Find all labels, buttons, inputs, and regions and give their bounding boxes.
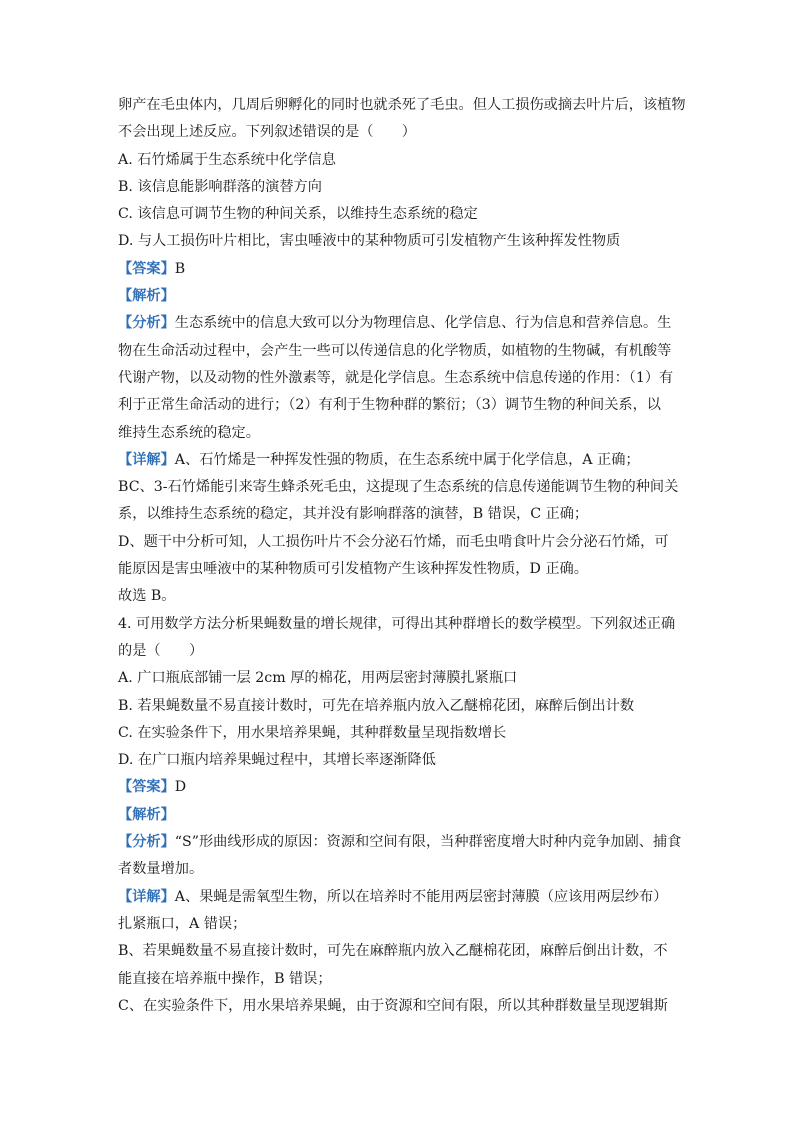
line-text: B. 若果蝇数量不易直接计数时，可先在培养瓶内放入乙醚棉花团，麻醉后倒出计数 xyxy=(118,697,635,714)
text-line xyxy=(118,501,680,528)
section-tag: 【分析】 xyxy=(118,315,175,332)
section-tag: 【详解】 xyxy=(118,451,175,468)
line-text: A、石竹烯是一种挥发性强的物质，在生态系统中属于化学信息，A 正确； xyxy=(174,451,640,468)
section-tag: 【分析】 xyxy=(118,834,175,851)
line-text: 维持生态系统的稳定。 xyxy=(118,424,260,441)
text-line xyxy=(118,583,680,610)
text-line xyxy=(118,802,680,829)
line-text: B、若果蝇数量不易直接计数时，可先在麻醉瓶内放入乙醚棉花团，麻醉后倒出计数，不 xyxy=(118,943,668,960)
line-text: 系，以维持生态系统的稳定，其并没有影响群落的演替，B 错误，C 正确； xyxy=(118,506,589,523)
text-line xyxy=(118,665,680,692)
line-text: D xyxy=(174,779,187,796)
text-line xyxy=(118,774,680,801)
line-text: D. 在广口瓶内培养果蝇过程中，其增长率逐渐降低 xyxy=(118,752,436,769)
line-text: A、果蝇是需氧型生物，所以在培养时不能用两层密封薄膜（应该用两层纱布） xyxy=(174,888,668,905)
text-line xyxy=(118,201,680,228)
section-tag: 【详解】 xyxy=(118,888,175,905)
text-line xyxy=(118,420,680,447)
line-text: “S”形曲线形成的原因：资源和空间有限，当种群密度增大时种内竞争加剧、捕食 xyxy=(174,834,682,851)
line-text: 代谢产物，以及动物的性外激素等，就是化学信息。生态系统中信息传递的作用：（1）有 xyxy=(118,369,674,386)
text-line xyxy=(118,693,680,720)
text-line xyxy=(118,256,680,283)
text-line xyxy=(118,119,680,146)
line-text: 者数量增加。 xyxy=(118,861,204,878)
line-text: 生态系统中的信息大致可以分为物理信息、化学信息、行为信息和营养信息。生 xyxy=(174,315,672,332)
section-tag: 【解析】 xyxy=(118,288,175,305)
text-line xyxy=(118,338,680,365)
line-text: 卵产在毛虫体内，几周后卵孵化的同时也就杀死了毛虫。但人工损伤或摘去叶片后，该植物 xyxy=(118,97,686,113)
text-line xyxy=(118,474,680,501)
section-tag: 【解析】 xyxy=(118,806,175,823)
document-body xyxy=(118,92,686,1020)
line-text: 的是（ ） xyxy=(118,642,204,659)
line-text: A. 石竹烯属于生态系统中化学信息 xyxy=(118,151,336,168)
line-text: C、在实验条件下，用水果培养果蝇，由于资源和空间有限，所以其种群数量呈现逻辑斯 xyxy=(118,997,668,1014)
line-text: 扎紧瓶口，A 错误； xyxy=(118,915,247,932)
text-line xyxy=(118,611,680,638)
text-line xyxy=(118,283,680,310)
section-tag: 【答案】 xyxy=(118,779,175,796)
line-text: 能原因是害虫唾液中的某种物质可引发植物产生该种挥发性物质，D 正确。 xyxy=(118,561,588,578)
text-line xyxy=(118,884,680,911)
text-line xyxy=(118,747,680,774)
line-text: D. 与人工损伤叶片相比，害虫唾液中的某种物质可引发植物产生该种挥发性物质 xyxy=(118,233,621,250)
text-line xyxy=(118,529,680,556)
text-line xyxy=(118,92,686,119)
text-line xyxy=(118,720,680,747)
line-text: 故选 B。 xyxy=(118,588,176,605)
text-line xyxy=(118,392,680,419)
text-line xyxy=(118,856,680,883)
line-text: 4. 可用数学方法分析果蝇数量的增长规律，可得出其种群增长的数学模型。下列叙述正确 xyxy=(118,615,676,632)
line-text: 利于正常生命活动的进行；（2）有利于生物种群的繁衍；（3）调节生物的种间关系，以 xyxy=(118,397,661,414)
text-line xyxy=(118,556,680,583)
text-line xyxy=(118,147,680,174)
text-line xyxy=(118,447,680,474)
line-text: A. 广口瓶底部铺一层 2cm 厚的棉花，用两层密封薄膜扎紧瓶口 xyxy=(118,670,518,687)
line-text: C. 该信息可调节生物的种间关系，以维持生态系统的稳定 xyxy=(118,206,478,223)
text-line xyxy=(118,938,680,965)
text-line xyxy=(118,310,680,337)
line-text: C. 在实验条件下，用水果培养果蝇，其种群数量呈现指数增长 xyxy=(118,724,507,741)
text-line xyxy=(118,966,680,993)
line-text: D、题干中分析可知，人工损伤叶片不会分泌石竹烯，而毛虫啃食叶片会分泌石竹烯，可 xyxy=(118,533,669,550)
line-text: BC、3-石竹烯能引来寄生蜂杀死毛虫，这提现了生态系统的信息传递能调节生物的种间关 xyxy=(118,479,679,496)
section-tag: 【答案】 xyxy=(118,260,175,277)
text-line xyxy=(118,228,680,255)
text-line xyxy=(118,638,680,665)
line-text: B. 该信息能影响群落的演替方向 xyxy=(118,178,322,195)
text-line xyxy=(118,365,680,392)
line-text: 不会出现上述反应。下列叙述错误的是（ ） xyxy=(118,124,416,141)
line-text: B xyxy=(174,260,186,277)
line-text: 物在生命活动过程中，会产生一些可以传递信息的化学物质，如植物的生物碱，有机酸等 xyxy=(118,342,672,359)
text-line xyxy=(118,911,680,938)
line-text: 能直接在培养瓶中操作，B 错误； xyxy=(118,970,332,987)
text-line xyxy=(118,829,680,856)
text-line xyxy=(118,174,680,201)
text-line xyxy=(118,993,680,1020)
